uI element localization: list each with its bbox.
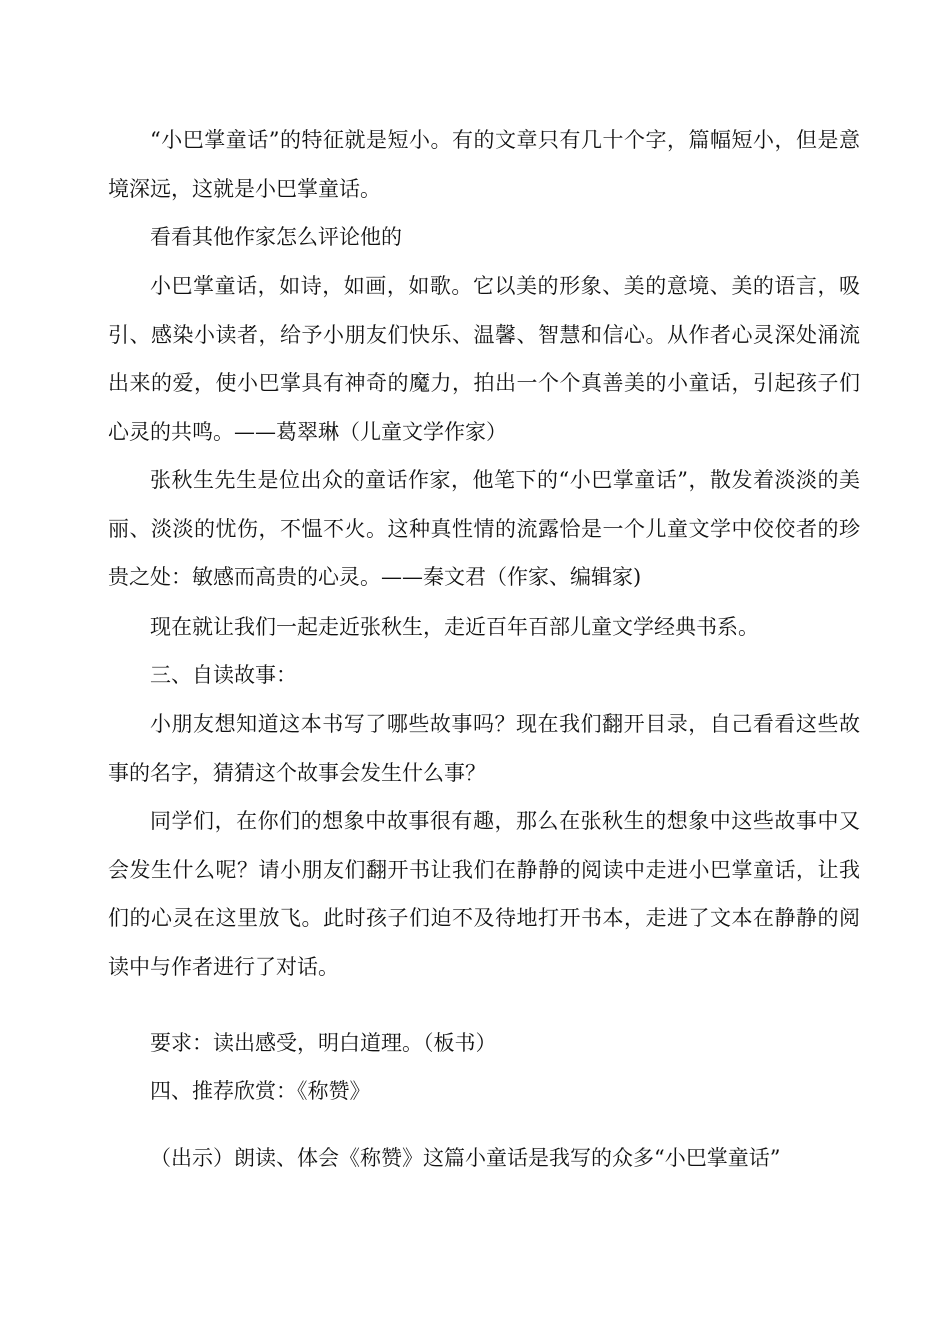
- section-heading-3: 三、自读故事：: [150, 663, 297, 687]
- section-heading-4: 四、推荐欣赏：《称赞》: [150, 1079, 371, 1103]
- paragraph-1: “小巴掌童话”的特征就是短小。有的文章只有几十个字，篇幅短小，但是意境深远，这就是小巴掌童话。: [108, 128, 860, 201]
- paragraph-7: 同学们，在你们的想象中故事很有趣，那么在张秋生的想象中这些故事中又会发生什么呢？请小朋友们翻开书让我们在静静的阅读中走进小巴掌童话，让我们的心灵在这里放飞。此时孩子们迫不及待地打开书本，走进了文本在静静的阅读中与作者进行了对话。: [108, 809, 860, 979]
- paragraph-4: 张秋生先生是位出众的童话作家，他笔下的“小巴掌童话”，散发着淡淡的美丽、淡淡的忧伤，不愠不火。这种真性情的流露恰是一个儿童文学中佼佼者的珍贵之处：敏感而高贵的心灵。——秦文君（作家、编辑家): [108, 468, 860, 589]
- paragraph-8: （出示）朗读、体会《称赞》这篇小童话是我写的众多“小巴掌童话”: [150, 1146, 781, 1170]
- paragraph-6: 小朋友想知道这本书写了哪些故事吗？现在我们翻开目录，自己看看这些故事的名字，猜猜这个故事会发生什么事？: [108, 712, 860, 785]
- paragraph-5: 现在就让我们一起走近张秋生，走近百年百部儿童文学经典书系。: [150, 615, 759, 639]
- requirement-line: 要求：读出感受，明白道理。（板书）: [150, 1031, 497, 1055]
- paragraph-2: 看看其他作家怎么评论他的: [150, 225, 402, 249]
- paragraph-3: 小巴掌童话，如诗，如画，如歌。它以美的形象、美的意境、美的语言，吸引、感染小读者，给予小朋友们快乐、温馨、智慧和信心。从作者心灵深处涌流出来的爱，使小巴掌具有神奇的魔力，拍出一个个真善美的小童话，引起孩子们心灵的共鸣。——葛翠琳（儿童文学作家）: [108, 274, 860, 444]
